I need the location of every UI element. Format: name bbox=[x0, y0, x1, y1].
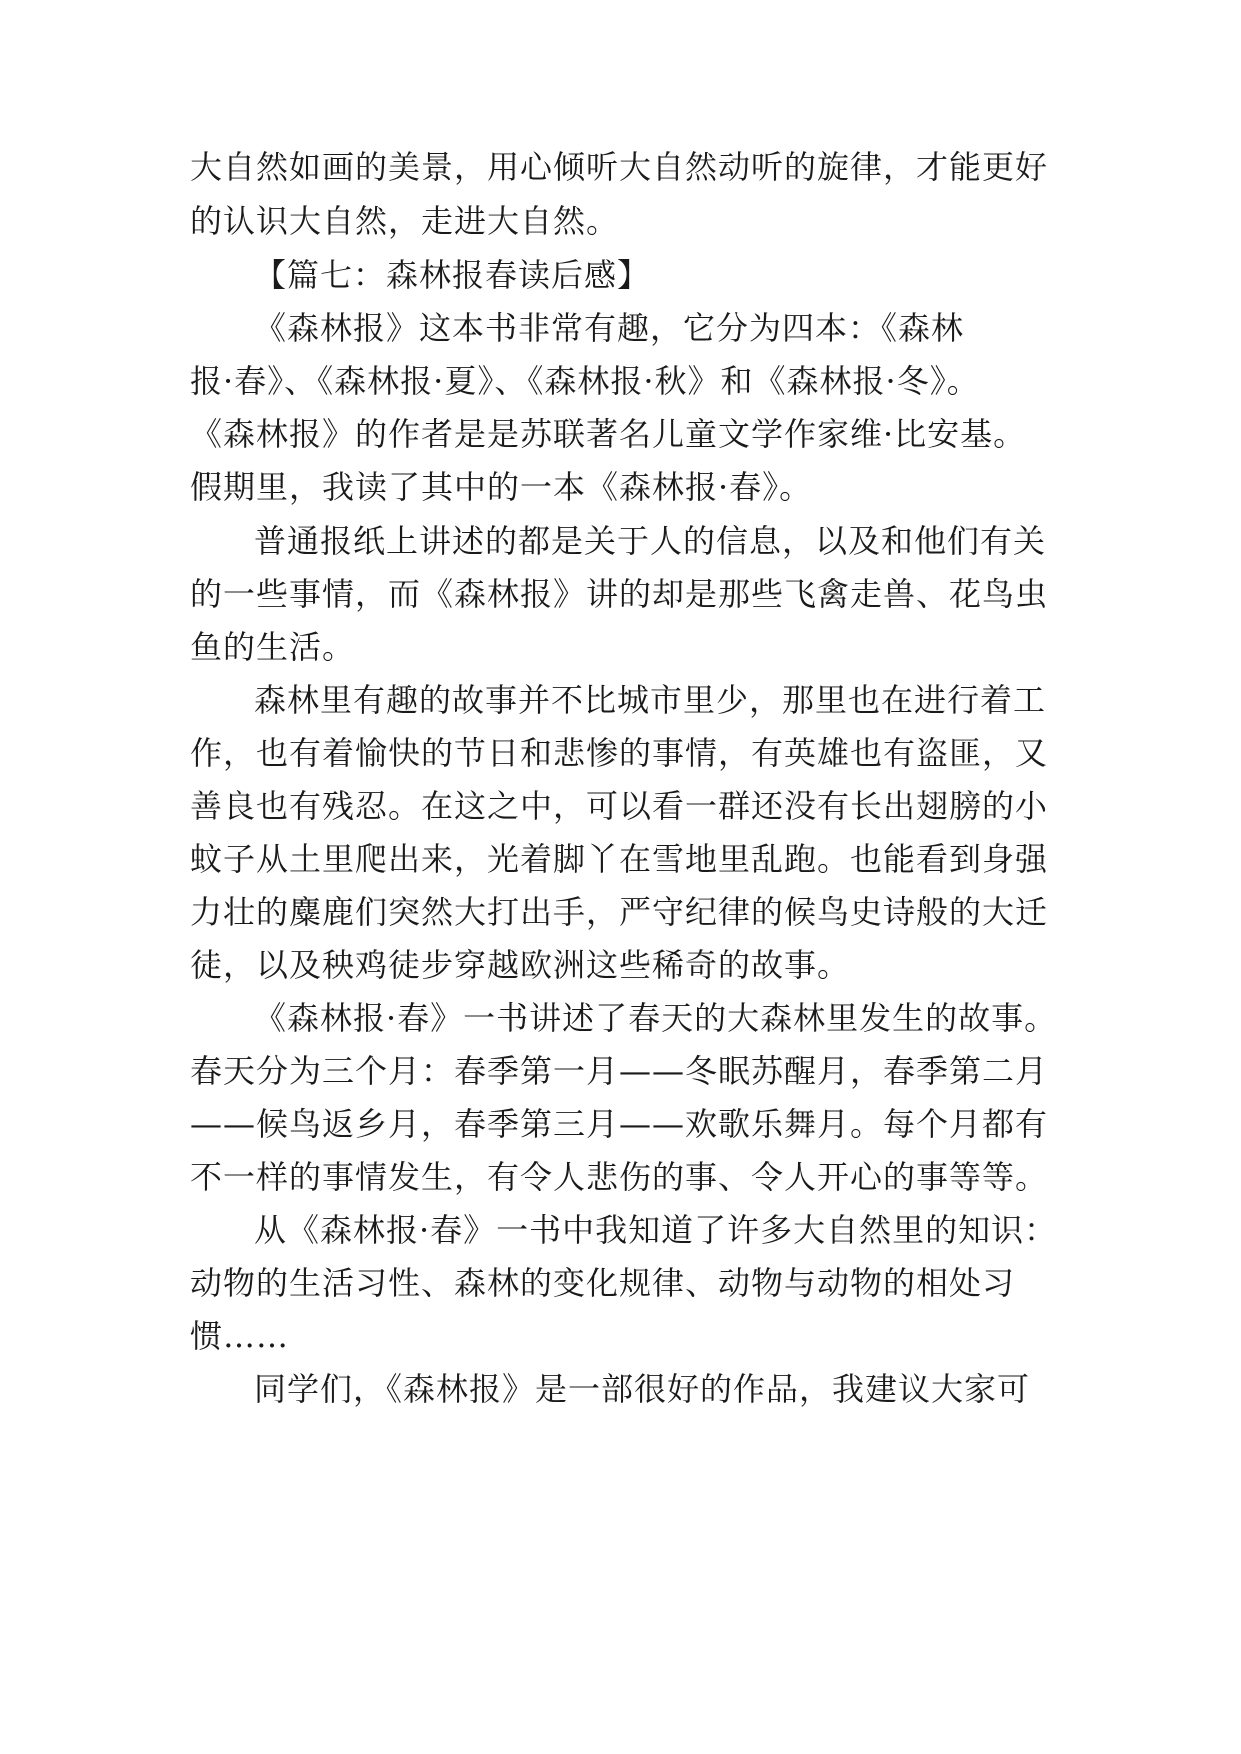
text-line: 作，也有着愉快的节日和悲惨的事情，有英雄也有盗匪，又 bbox=[190, 734, 1049, 772]
text-line: 蚊子从土里爬出来，光着脚丫在雪地里乱跑。也能看到身强 bbox=[190, 840, 1049, 878]
text-line: 善良也有残忍。在这之中，可以看一群还没有长出翅膀的小 bbox=[190, 787, 1049, 825]
text-line: 不一样的事情发生，有令人悲伤的事、令人开心的事等等。 bbox=[190, 1158, 1049, 1196]
paragraph-start: 普通报纸上讲述的都是关于人的信息，以及和他们有关 bbox=[254, 522, 1047, 560]
text-line: 《森林报》的作者是是苏联著名儿童文学作家维·比安基。 bbox=[190, 415, 1027, 453]
text-line: 报·春》、《森林报·夏》、《森林报·秋》和《森林报·冬》。 bbox=[190, 362, 980, 400]
text-line: 春天分为三个月：春季第一月——冬眠苏醒月，春季第二月 bbox=[190, 1052, 1049, 1090]
text-line: ——候鸟返乡月，春季第三月——欢歌乐舞月。每个月都有 bbox=[190, 1105, 1049, 1143]
text-line: 动物的生活习性、森林的变化规律、动物与动物的相处习 bbox=[190, 1264, 1016, 1302]
text-line: 鱼的生活。 bbox=[190, 628, 356, 666]
text-line: 的一些事情，而《森林报》讲的却是那些飞禽走兽、花鸟虫 bbox=[190, 575, 1049, 613]
paragraph-start: 《森林报》这本书非常有趣，它分为四本：《森林 bbox=[254, 309, 965, 347]
text-line: 假期里，我读了其中的一本《森林报·春》。 bbox=[190, 468, 813, 506]
text-line: 大自然如画的美景，用心倾听大自然动听的旋律，才能更好 bbox=[190, 148, 1049, 186]
text-line: 力壮的麋鹿们突然大打出手，严守纪律的候鸟史诗般的大迁 bbox=[190, 893, 1049, 931]
section-heading: 【篇七：森林报春读后感】 bbox=[254, 256, 651, 294]
text-line: 徒，以及秧鸡徒步穿越欧洲这些稀奇的故事。 bbox=[190, 946, 851, 984]
paragraph-start: 从《森林报·春》一书中我知道了许多大自然里的知识： bbox=[254, 1211, 1058, 1249]
text-line: 惯…… bbox=[190, 1317, 290, 1355]
paragraph-start: 《森林报·春》一书讲述了春天的大森林里发生的故事。 bbox=[254, 999, 1058, 1037]
paragraph-start: 同学们，《森林报》是一部很好的作品，我建议大家可 bbox=[254, 1370, 1031, 1408]
paragraph-start: 森林里有趣的故事并不比城市里少，那里也在进行着工 bbox=[254, 681, 1047, 719]
text-line: 的认识大自然，走进大自然。 bbox=[190, 202, 620, 240]
